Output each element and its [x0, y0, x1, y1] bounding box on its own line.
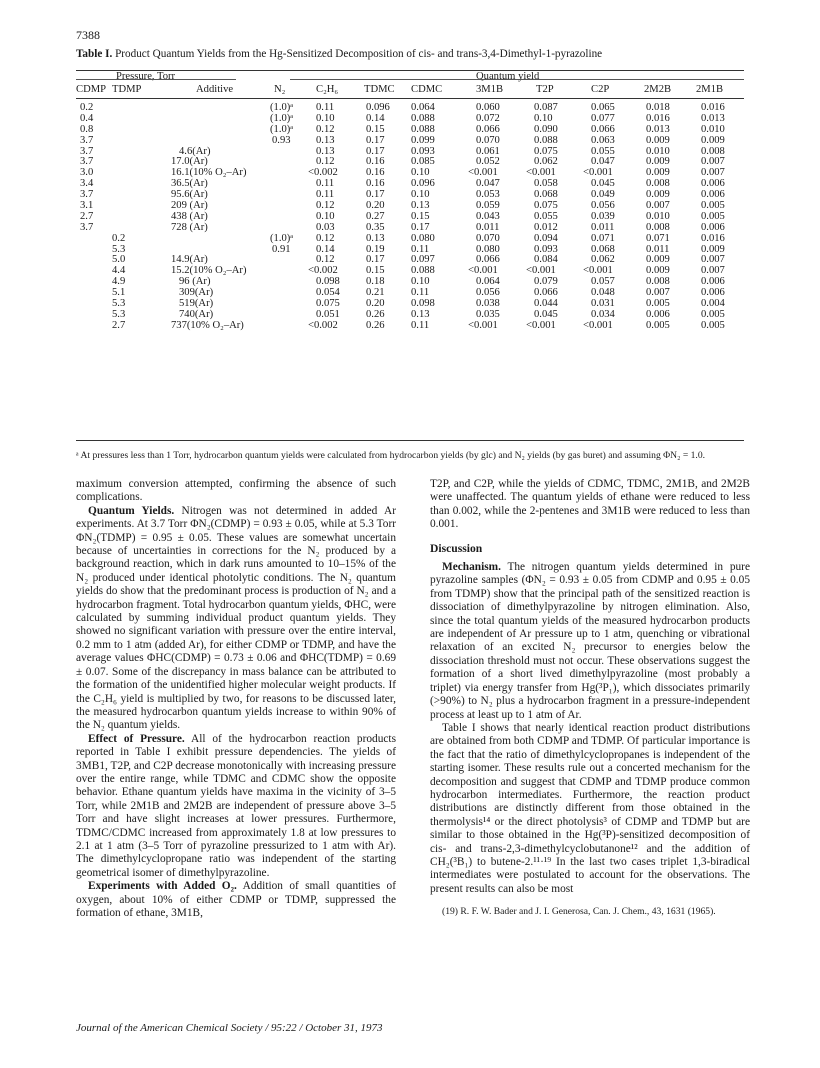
table-cell: 0.062 — [591, 254, 615, 266]
table-cell: 0.20 — [366, 298, 385, 310]
table-cell: 0.070 — [476, 232, 500, 244]
table-cell: 96 (Ar) — [179, 276, 211, 288]
table-cell: <0.001 — [468, 319, 498, 331]
table-cell: 0.005 — [701, 200, 725, 212]
table-cell: 0.013 — [646, 123, 670, 135]
table-cell: 0.13 — [411, 200, 430, 212]
column-header-2: Additive — [196, 84, 234, 95]
table-cell: 0.007 — [701, 265, 725, 277]
left-paragraph-1 — [76, 505, 396, 733]
table-cell: 3.7 — [80, 134, 94, 146]
table-cell: 0.12 — [316, 232, 335, 244]
table-cell: 0.007 — [701, 167, 725, 179]
quantum-group-rule — [290, 79, 744, 80]
table-cell: 0.093 — [534, 243, 558, 255]
table-cell: 0.16 — [366, 167, 385, 179]
table-cell: 3.7 — [80, 189, 94, 201]
table-cell: 0.079 — [534, 276, 558, 288]
table-cell: 0.17 — [366, 145, 385, 157]
table-cell: 5.0 — [112, 254, 126, 266]
table-cell: 0.071 — [646, 232, 670, 244]
table-cell: <0.002 — [308, 319, 338, 331]
table-cell: 0.12 — [316, 254, 335, 266]
table-row — [76, 234, 744, 245]
table-cell: 0.17 — [366, 189, 385, 201]
table-cell: 0.075 — [316, 298, 340, 310]
group-quantum-label: Quantum yield — [476, 71, 540, 82]
table-cell: 5.1 — [112, 287, 126, 299]
table-cell: 0.27 — [366, 210, 385, 222]
table-cell: 737(10% O₂–Ar) — [171, 319, 244, 331]
table-cell: 0.087 — [534, 102, 558, 113]
table-cell: 0.16 — [366, 178, 385, 190]
table-cell: 0.011 — [476, 221, 500, 233]
table-cell: 0.088 — [411, 265, 435, 277]
table-cell: 0.059 — [476, 200, 500, 212]
table-cell: <0.001 — [526, 319, 556, 331]
table-cell: 0.013 — [701, 112, 725, 124]
table-cell: 0.006 — [701, 189, 725, 201]
table-cell: 0.008 — [646, 178, 670, 190]
table-cell: 0.15 — [366, 265, 385, 277]
table-bottom-rule — [76, 440, 744, 441]
table-cell: 0.009 — [646, 254, 670, 266]
table-cell: 0.17 — [366, 134, 385, 146]
table-cell: 0.057 — [591, 276, 615, 288]
table-cell: 4.6(Ar) — [179, 145, 211, 157]
column-header-5: TDMC — [364, 84, 395, 95]
table-cell: 4.4 — [112, 265, 126, 277]
table-cell: 0.047 — [591, 156, 615, 168]
table-cell: 14.9(Ar) — [171, 254, 208, 266]
table-cell: 0.005 — [646, 298, 670, 310]
table-cell: 95.6(Ar) — [171, 189, 208, 201]
table-cell: 0.10 — [411, 276, 430, 288]
column-header-1: TDMP — [112, 84, 142, 95]
table-cell: 0.03 — [316, 221, 335, 233]
table-cell: 209 (Ar) — [171, 200, 208, 212]
table-cell: 0.043 — [476, 210, 500, 222]
table-cell: 0.088 — [411, 112, 435, 124]
table-cell: 0.018 — [646, 102, 670, 113]
table-cell: 0.070 — [476, 134, 500, 146]
table-cell: 0.063 — [591, 134, 615, 146]
table-cell: 0.062 — [534, 156, 558, 168]
table-cell: 0.066 — [476, 123, 500, 135]
table-cell: 0.077 — [591, 112, 615, 124]
table-cell: 0.064 — [476, 276, 500, 288]
column-header-8: T2P — [536, 84, 554, 95]
table-cell: 0.007 — [646, 200, 670, 212]
table-cell: 3.1 — [80, 200, 94, 212]
paragraph-text: maximum conversion attempted, confirming the absence of such complications. — [76, 478, 396, 504]
table-cell: 0.066 — [476, 254, 500, 266]
table-cell: 0.056 — [476, 287, 500, 299]
table-cell: 0.93 — [272, 134, 291, 146]
table-cell: <0.001 — [583, 167, 613, 179]
table-cell: 17.0(Ar) — [171, 156, 208, 168]
table-cell: 0.007 — [701, 156, 725, 168]
table-cell: 0.064 — [411, 102, 435, 113]
table-cell: 0.080 — [411, 232, 435, 244]
group-pressure-label: Pressure, Torr — [116, 71, 176, 82]
table-row — [76, 125, 744, 136]
reference-19: (19) R. F. W. Bader and J. I. Generosa, Can. J. Chem., 43, 1631 (1965). — [442, 906, 716, 918]
paragraph-text: Addition of small quantities of oxygen, about 10% of either CDMP or TDMP, suppressed the formation of ethane, 3M1B, — [76, 880, 397, 919]
table-cell: 0.045 — [591, 178, 615, 190]
table-cell: 2.7 — [112, 319, 126, 331]
table-cell: 0.10 — [316, 112, 335, 124]
column-header-11: 2M1B — [696, 84, 724, 95]
table-cell: 0.058 — [534, 178, 558, 190]
table-cell: 0.12 — [316, 200, 335, 212]
table-cell: 0.007 — [646, 287, 670, 299]
table-cell: (1.0)ᵃ — [270, 232, 294, 244]
table-cell: 0.044 — [534, 298, 558, 310]
table-cell: 0.10 — [534, 112, 553, 124]
right-column — [430, 478, 750, 918]
column-header-0: CDMP — [76, 84, 107, 95]
table-cell: 0.006 — [701, 221, 725, 233]
table-cell: 438 (Ar) — [171, 210, 208, 222]
table-cell: 0.009 — [646, 134, 670, 146]
table-cell: 0.038 — [476, 298, 500, 310]
table-cell: 0.16 — [366, 156, 385, 168]
table-cell: 0.056 — [591, 200, 615, 212]
table-cell: 0.010 — [701, 123, 725, 135]
table-cell: 0.13 — [366, 232, 385, 244]
pressure-group-rule — [76, 79, 236, 80]
table-cell: 0.006 — [646, 308, 670, 320]
table-cell: 0.11 — [316, 102, 335, 113]
table-cell: 0.26 — [366, 319, 385, 331]
table-cell: 16.1(10% O₂–Ar) — [171, 167, 247, 179]
table-cell: 0.071 — [591, 232, 615, 244]
table-cell: 0.060 — [476, 102, 500, 113]
table-cell: 0.068 — [591, 243, 615, 255]
table-cell: 0.14 — [366, 112, 385, 124]
table-cell: 0.91 — [272, 243, 291, 255]
table-cell: 0.055 — [534, 210, 558, 222]
table-cell: <0.001 — [468, 265, 498, 277]
right-paragraph-2: Table I shows that nearly identical reaction product distributions are obtained from both CDMP and TDMP. Of particular importance is the fact that the ratio of dimethylcyclopropanes is independent of the starting isomer. These results rule out a concerted mechanism for the decomposition and suggest that CDMP and TDMP produce common hydrocarbon intermediates. Furthermore, the reaction product distributions are distinctly different from those obtained in the thermolysis¹⁴ or the direct photolysis³ of CDMP and TDMP but are similar to those obtained in the Hg(³P)-sensitized decomposition of cis- and trans-2,3-dimethylcyclobutanone¹² and the addition of CH₂(³B₁) to butene-2.¹¹·¹⁹ In the last two cases triplet 1,3-biradical intermediates were postulated to account for the observations. The present results can also be most — [430, 721, 750, 895]
column-header-3: N₂ — [274, 84, 286, 95]
table-cell: 0.061 — [476, 145, 500, 157]
paragraph-text: All of the hydrocarbon reaction products reported in Table I exhibit pressure dependencies. The yields of 3MB1, T2P, and C2P decrease monotonically with increasing pressure over the entire range, while TDMC and CDMC show the opposite behavior. Ethane quantum yields have maxima in the vicinity of 3–5 Torr, while 2M1B and 2M2B are independent of pressure above 3–5 Torr and have slight increases at lower pressures. Furthermore, TDMC/CDMC increased from approximately 1.8 at low pressures to 2.1 at 1 atm (3–5 Torr of pyrazoline pressurized to 1 atm with Ar). The dimethylcyclopropane ratio was independent of the starting geometrical isomer of dimethylpyrazoline. — [76, 732, 396, 879]
table-cell: 3.7 — [80, 156, 94, 168]
table-cell: 728 (Ar) — [171, 221, 208, 233]
table-cell: 0.007 — [701, 254, 725, 266]
table-body — [76, 103, 744, 332]
table-cell: 0.15 — [411, 210, 430, 222]
table-cell: 0.072 — [476, 112, 500, 124]
table-label: Table I. — [76, 48, 113, 60]
table-top-rule — [76, 70, 744, 71]
table-row — [76, 277, 744, 288]
table-cell: 0.016 — [646, 112, 670, 124]
table-cell: <0.001 — [526, 167, 556, 179]
table-row — [76, 321, 744, 332]
table-cell: 0.009 — [646, 167, 670, 179]
table-cell: 0.15 — [366, 123, 385, 135]
table-cell: <0.001 — [583, 265, 613, 277]
table-cell: 0.084 — [534, 254, 558, 266]
table-cell: 3.7 — [80, 221, 94, 233]
table-cell: 309(Ar) — [179, 287, 214, 299]
table-cell: (1.0)ᵃ — [270, 112, 294, 124]
column-header-4: C₂H₆ — [316, 84, 339, 95]
table-cell: 0.016 — [701, 102, 725, 113]
table-cell: 0.11 — [411, 287, 430, 299]
paragraph-lead: Effect of Pressure. — [88, 732, 185, 745]
table-caption — [76, 48, 776, 60]
table-cell: 0.075 — [534, 145, 558, 157]
table-row — [76, 288, 744, 299]
table-cell: 0.097 — [411, 254, 435, 266]
table-cell: 0.011 — [646, 243, 670, 255]
table-cell: 3.7 — [80, 145, 94, 157]
table-cell: 15.2(10% O₂–Ar) — [171, 265, 247, 277]
table-cell: 0.009 — [701, 134, 725, 146]
table-row — [76, 136, 744, 147]
table-cell: 0.010 — [646, 210, 670, 222]
journal-footer: Journal of the American Chemical Society / 95:22 / October 31, 1973 — [76, 1022, 383, 1034]
right-paragraph-0: T2P, and C2P, while the yields of CDMC, TDMC, 2M1B, and 2M2B were unaffected. The quantum yields of ethane were reduced to less than 0.002, while the 2-pentenes and 3M1B were reduced to less than 0.001. — [430, 478, 750, 531]
column-header-6: CDMC — [411, 84, 443, 95]
table-cell: 0.006 — [701, 276, 725, 288]
table-cell: 0.008 — [701, 145, 725, 157]
table-cell: 0.10 — [411, 189, 430, 201]
table-cell: 0.034 — [591, 308, 615, 320]
table-cell: 3.0 — [80, 167, 94, 179]
left-column — [76, 478, 396, 920]
table-cell: 0.005 — [701, 319, 725, 331]
table-cell: 0.008 — [646, 276, 670, 288]
table-cell: 0.17 — [366, 254, 385, 266]
table-cell: 0.4 — [80, 112, 94, 124]
table-cell: 0.009 — [646, 265, 670, 277]
table-row — [76, 266, 744, 277]
table-cell: 5.3 — [112, 243, 126, 255]
table-cell: 0.066 — [591, 123, 615, 135]
table-cell: 0.066 — [534, 287, 558, 299]
table-cell: 0.006 — [701, 178, 725, 190]
table-cell: <0.002 — [308, 167, 338, 179]
table-cell: 0.099 — [411, 134, 435, 146]
table-cell: 0.096 — [411, 178, 435, 190]
table-cell: 740(Ar) — [179, 308, 214, 320]
table-cell: 3.4 — [80, 178, 94, 190]
table-cell: 519(Ar) — [179, 298, 214, 310]
table-cell: 0.053 — [476, 189, 500, 201]
table-cell: 0.065 — [591, 102, 615, 113]
table-cell: 0.26 — [366, 308, 385, 320]
mechanism-lead: Mechanism. — [442, 561, 501, 574]
left-paragraph-3 — [76, 880, 396, 920]
right-paragraph-1 — [430, 561, 750, 722]
table-cell: <0.001 — [583, 319, 613, 331]
table-cell: 0.19 — [366, 243, 385, 255]
table-cell: 0.054 — [316, 287, 340, 299]
table-row — [76, 103, 744, 114]
table-cell: 0.035 — [476, 308, 500, 320]
table-cell: 0.12 — [316, 123, 335, 135]
table-cell: 0.094 — [534, 232, 558, 244]
table-caption-text: Product Quantum Yields from the Hg-Sensitized Decomposition of cis- and trans-3,4-Dimethyl-1-pyrazoline — [115, 48, 603, 60]
table-cell: 5.3 — [112, 308, 126, 320]
table-cell: 0.098 — [411, 298, 435, 310]
table-cell: 0.068 — [534, 189, 558, 201]
table-cell: <0.001 — [468, 167, 498, 179]
left-paragraph-2 — [76, 733, 396, 880]
table-cell: 4.9 — [112, 276, 126, 288]
table-cell: 0.055 — [591, 145, 615, 157]
table-cell: 0.098 — [316, 276, 340, 288]
table-cell: 0.13 — [316, 145, 335, 157]
table-cell: 0.047 — [476, 178, 500, 190]
table-cell: 0.35 — [366, 221, 385, 233]
table-cell: 0.12 — [316, 156, 335, 168]
table-cell: 0.031 — [591, 298, 615, 310]
column-header-7: 3M1B — [476, 84, 504, 95]
table-cell: 0.11 — [316, 178, 335, 190]
table-row — [76, 223, 744, 234]
table-cell: 0.14 — [316, 243, 335, 255]
table-cell: 0.088 — [534, 134, 558, 146]
table-cell: (1.0)ᵃ — [270, 123, 294, 135]
table-cell: 0.012 — [534, 221, 558, 233]
table-cell: 0.093 — [411, 145, 435, 157]
table-cell: 0.10 — [411, 167, 430, 179]
table-cell: 0.13 — [411, 308, 430, 320]
paragraph-text: Nitrogen was not determined in added Ar experiments. At 3.7 Torr ΦN₂(CDMP) = 0.93 ± 0.05, while at 5.3 Torr ΦN₂(TDMP) = 0.95 ± 0.05. These values are somewhat uncertain because of uncertainties in corrections for the N₂ produced by a background reaction, which in dark runs amounted to 10–15% of the N₂ produced under identical photolytic conditions. The N₂ quantum yields do show that the predominant process is production of N₂ and a hydrocarbon fragment. Total hydrocarbon quantum yields, ΦHC, were calculated by summing individual product quantum yields. They showed no significant variation with pressure over the entire interval, 0.2 mm to 1 atm (added Ar), for either CDMP or TDMP, and have the average values ΦHC(CDMP) = 0.73 ± 0.06 and ΦHC(TDMP) = 0.69 ± 0.07. Some of the discrepancy in mass balance can be attributed to the formation of the unidentified higher molecular weight products. If the C₂H₆ yield is multiplied by two, for reasons to be discussed later, the measured hydrocarbon quantum yields increase to within 90% of the N₂ quantum yields. — [76, 504, 396, 732]
table-cell: 0.008 — [646, 221, 670, 233]
table-row — [76, 114, 744, 125]
table-cell: 0.13 — [316, 134, 335, 146]
table-cell: 0.8 — [80, 123, 94, 135]
table-cell: (1.0)ᵃ — [270, 102, 294, 113]
table-cell: 0.20 — [366, 200, 385, 212]
table-cell: 0.009 — [701, 243, 725, 255]
left-paragraph-0 — [76, 478, 396, 505]
table-cell: 0.085 — [411, 156, 435, 168]
column-header-10: 2M2B — [644, 84, 672, 95]
table-cell: 0.005 — [701, 308, 725, 320]
table-cell: 0.006 — [701, 287, 725, 299]
table-cell: 0.2 — [80, 102, 94, 113]
table-cell: 0.016 — [701, 232, 725, 244]
table-cell: 0.051 — [316, 308, 340, 320]
mechanism-text: The nitrogen quantum yields determined in pure pyrazoline samples (ΦN₂ = 0.93 ± 0.05 from CDMP and 0.95 ± 0.05 from TDMP) show that the principal path of the sensitized reaction is dissociation of dimethylpyrazoline by nitrogen elimination. Also, since the total quantum yields of the measured hydrocarbon products are independent of Ar pressure up to 1 atm, quenching or vibrational relaxation of an excited N₂ precursor to energies below the dissociation threshold must not occur. These observations suggest the formation of a short lived dimethylpyrazoline (most probably a triplet) via energy transfer from Hg(³P₁), which dissociates primarily (>90%) to N₂ plus a hydrocarbon fragment in a pressure-independent process at least up to 1 atm of Ar. — [430, 561, 750, 721]
table-cell: 0.21 — [366, 287, 385, 299]
table-footnote: ᵃ At pressures less than 1 Torr, hydrocarbon quantum yields were calculated from hydrocarbon yields (by glc) and N₂ yields (by gas buret) and assuming ΦN₂ = 1.0. — [76, 450, 706, 461]
table-cell: 0.009 — [646, 156, 670, 168]
table-cell: 0.004 — [701, 298, 725, 310]
table-cell: 0.090 — [534, 123, 558, 135]
table-cell: 0.11 — [411, 319, 430, 331]
table-cell: 0.075 — [534, 200, 558, 212]
column-header-9: C2P — [591, 84, 610, 95]
page-number: 7388 — [76, 28, 100, 42]
table-cell: 0.18 — [366, 276, 385, 288]
table-cell: 0.10 — [316, 210, 335, 222]
table-cell: 0.11 — [411, 243, 430, 255]
table-cell: 0.005 — [701, 210, 725, 222]
table-cell: 0.048 — [591, 287, 615, 299]
table-cell: 0.17 — [411, 221, 430, 233]
table-cell: 0.11 — [316, 189, 335, 201]
table-cell: <0.001 — [526, 265, 556, 277]
table-cell: 0.088 — [411, 123, 435, 135]
paragraph-lead: Experiments with Added O₂. — [88, 880, 237, 893]
table-cell: 0.049 — [591, 189, 615, 201]
table-header-rule — [76, 98, 744, 99]
table-cell: 36.5(Ar) — [171, 178, 208, 190]
paragraph-lead: Quantum Yields. — [88, 504, 175, 517]
table-row — [76, 299, 744, 310]
table-cell: 2.7 — [80, 210, 94, 222]
table-cell: 0.080 — [476, 243, 500, 255]
table-cell: 0.039 — [591, 210, 615, 222]
table-cell: 0.045 — [534, 308, 558, 320]
table-cell: 5.3 — [112, 298, 126, 310]
table-cell: 0.005 — [646, 319, 670, 331]
table-cell: 0.2 — [112, 232, 126, 244]
table-cell: 0.009 — [646, 189, 670, 201]
table-cell: 0.096 — [366, 102, 390, 113]
table-cell: 0.010 — [646, 145, 670, 157]
table-cell: <0.002 — [308, 265, 338, 277]
table-cell: 0.011 — [591, 221, 615, 233]
discussion-heading: Discussion — [430, 541, 483, 555]
table-cell: 0.052 — [476, 156, 500, 168]
